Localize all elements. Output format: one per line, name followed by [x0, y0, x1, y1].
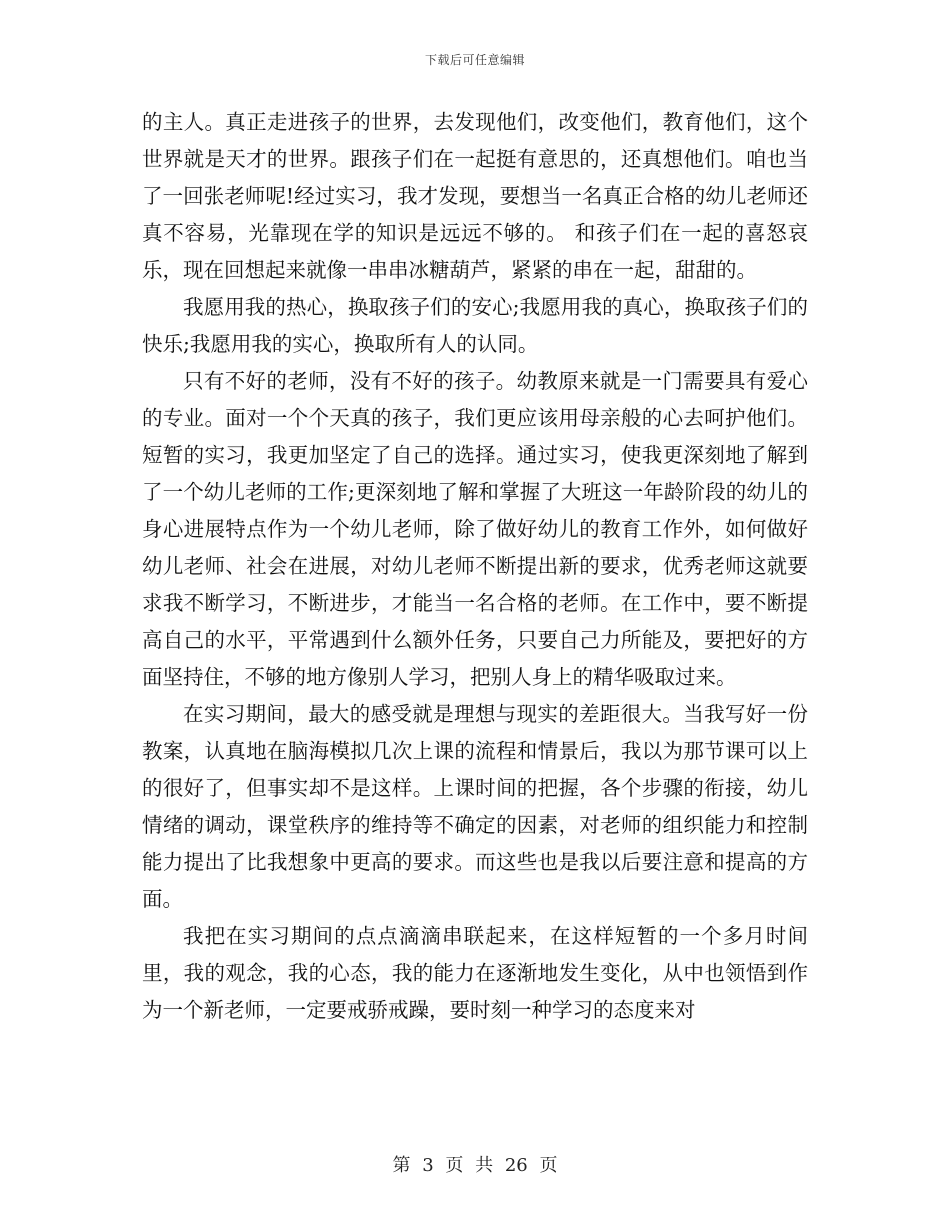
document-body [142, 104, 808, 1029]
paragraph-continued: 的主人。真正走进孩子的世界，去发现他们，改变他们，教育他们，这个世界就是天才的世界。跟孩子们在一起挺有意思的，还真想他们。咱也当了一回张老师呢!经过实习，我才发现，要想当一名真正合格的幼儿老师还真不容易，光靠现在学的知识是远远不够的。 和孩子们在一起的喜怒哀乐，现在回想起来就像一串串冰糖葫芦，紧紧的串在一起，甜甜的。 [142, 110, 808, 282]
paragraph: 我愿用我的热心，换取孩子们的安心;我愿用我的真心，换取孩子们的快乐;我愿用我的实心，换取所有人的认同。 [142, 295, 808, 356]
paragraph: 在实习期间，最大的感受就是理想与现实的差距很大。当我写好一份教案，认真地在脑海模拟几次上课的流程和情景后，我以为那节课可以上的很好了，但事实却不是这样。上课时间的把握，各个步骤的衔接，幼儿情绪的调动，课堂秩序的维持等不确定的因素，对老师的组织能力和控制能力提出了比我想象中更高的要求。而这些也是我以后要注意和提高的方面。 [142, 702, 808, 911]
page-number-footer: 第 3 页 共 26 页 [392, 1155, 558, 1176]
page-header: 下载后可任意编辑 [424, 53, 525, 67]
paragraph: 我把在实习期间的点点滴滴串联起来，在这样短暂的一个多月时间里，我的观念，我的心态，我的能力在逐渐地发生变化，从中也领悟到作为一个新老师，一定要戒骄戒躁，要时刻一种学习的态度来对 [142, 924, 808, 1022]
paragraph: 只有不好的老师，没有不好的孩子。幼教原来就是一门需要具有爱心的专业。面对一个个天真的孩子，我们更应该用母亲般的心去呵护他们。短暂的实习，我更加坚定了自己的选择。通过实习，使我更深刻地了解到了一个幼儿老师的工作;更深刻地了解和掌握了大班这一年龄阶段的幼儿的身心进展特点作为一个幼儿老师，除了做好幼儿的教育工作外，如何做好幼儿老师、社会在进展，对幼儿老师不断提出新的要求，优秀老师这就要求我不断学习，不断进步，才能当一名合格的老师。在工作中，要不断提高自己的水平，平常遇到什么额外任务，只要自己力所能及，要把好的方面坚持住，不够的地方像别人学习，把别人身上的精华吸取过来。 [142, 369, 808, 689]
